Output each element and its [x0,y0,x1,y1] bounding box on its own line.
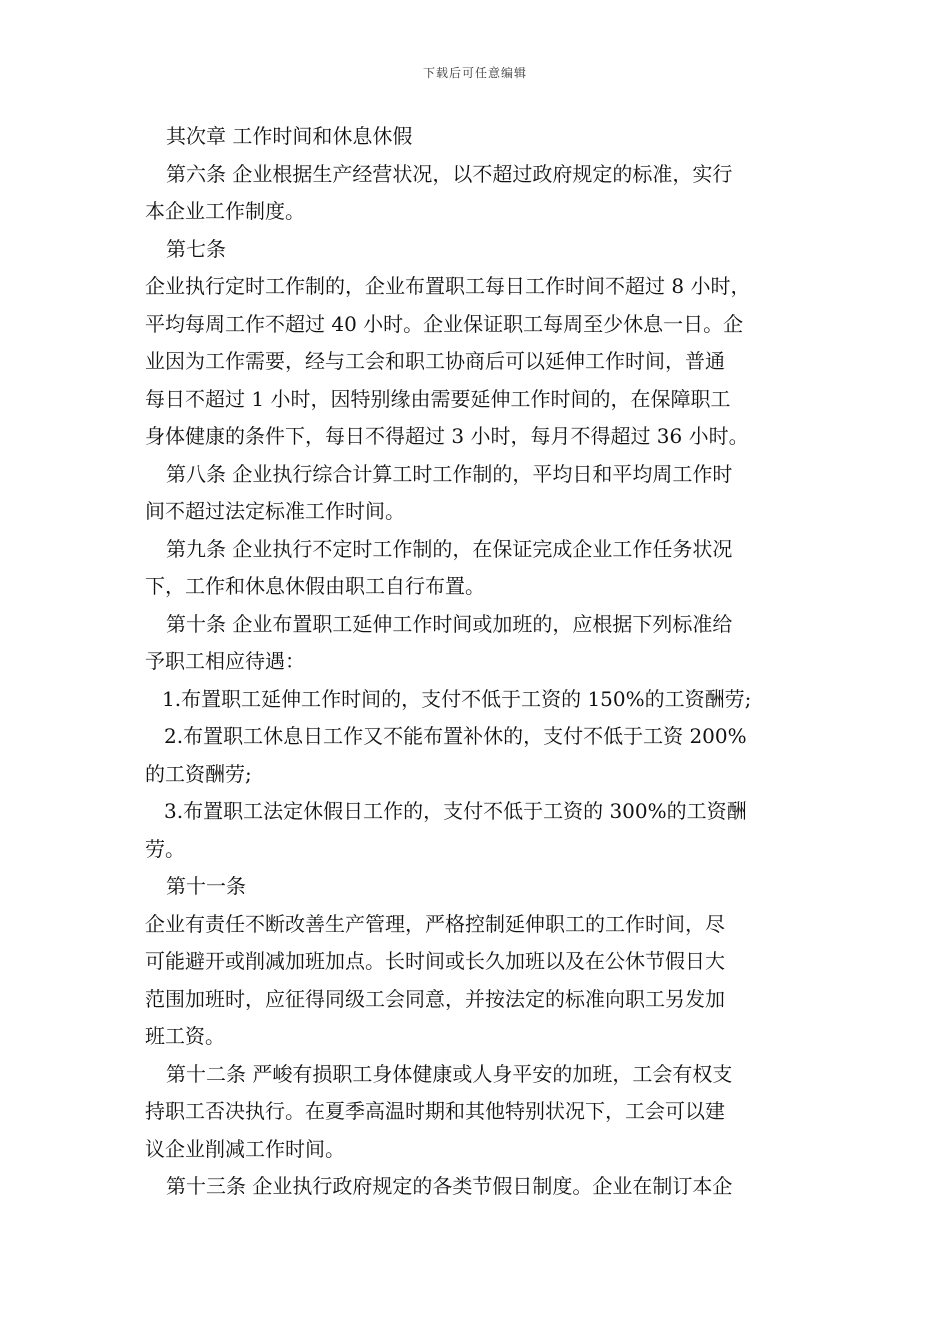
paragraph-line: 第八条 企业执行综合计算工时工作制的，平均日和平均周工作时 [166,461,733,486]
paragraph-line: 第十条 企业布置职工延伸工作时间或加班的，应根据下列标准给 [166,611,733,636]
document-body [145,118,809,1206]
paragraph-line: 第六条 企业根据生产经营状况，以不超过政府规定的标准，实行 [166,161,733,186]
list-item-line: 劳。 [145,836,185,861]
list-item-line: 1.布置职工延伸工作时间的，支付不低于工资的 150%的工资酬劳; [162,686,752,711]
paragraph-line: 企业执行定时工作制的，企业布置职工每日工作时间不超过 8 小时， [145,274,751,298]
paragraph-line: 议企业削减工作时间。 [145,1136,345,1161]
paragraph-line: 第十三条 企业执行政府规定的各类节假日制度。企业在制订本企 [166,1174,733,1198]
article-heading: 第七条 [166,236,226,261]
chapter-heading: 其次章 工作时间和休息休假 [166,124,413,148]
list-item-line: 2.布置职工休息日工作又不能布置补休的，支付不低于工资 200% [164,724,747,748]
paragraph-line: 平均每周工作不超过 40 小时。企业保证职工每周至少休息一日。企 [145,311,744,336]
paragraph-line: 可能避开或削减加班加点。长时间或长久加班以及在公休节假日大 [145,949,725,973]
paragraph-line: 本企业工作制度。 [145,199,305,223]
paragraph-line: 第十二条 严峻有损职工身体健康或人身平安的加班，工会有权支 [166,1061,733,1086]
paragraph-line: 每日不超过 1 小时，因特别缘由需要延伸工作时间的，在保障职工 [145,386,731,411]
paragraph-line: 间不超过法定标准工作时间。 [145,499,405,523]
paragraph-line: 下，工作和休息休假由职工自行布置。 [145,574,485,598]
paragraph-line: 企业有责任不断改善生产管理，严格控制延伸职工的工作时间，尽 [145,911,725,936]
paragraph-line: 予职工相应待遇： [145,649,305,673]
paragraph-line: 业因为工作需要，经与工会和职工协商后可以延伸工作时间，普通 [145,349,725,373]
paragraph-line: 班工资。 [145,1024,225,1048]
paragraph-line: 范围加班时，应征得同级工会同意，并按法定的标准向职工另发加 [145,986,725,1011]
list-item-line: 的工资酬劳; [145,761,252,786]
paragraph-line: 身体健康的条件下，每日不得超过 3 小时，每月不得超过 36 小时。 [145,424,749,448]
list-item-line: 3.布置职工法定休假日工作的，支付不低于工资的 300%的工资酬 [164,799,747,823]
page-header-note: 下载后可任意编辑 [422,66,527,80]
article-heading: 第十一条 [166,874,246,898]
paragraph-line: 持职工否决执行。在夏季高温时期和其他特别状况下，工会可以建 [145,1099,725,1123]
paragraph-line: 第九条 企业执行不定时工作制的，在保证完成企业工作任务状况 [166,536,733,561]
